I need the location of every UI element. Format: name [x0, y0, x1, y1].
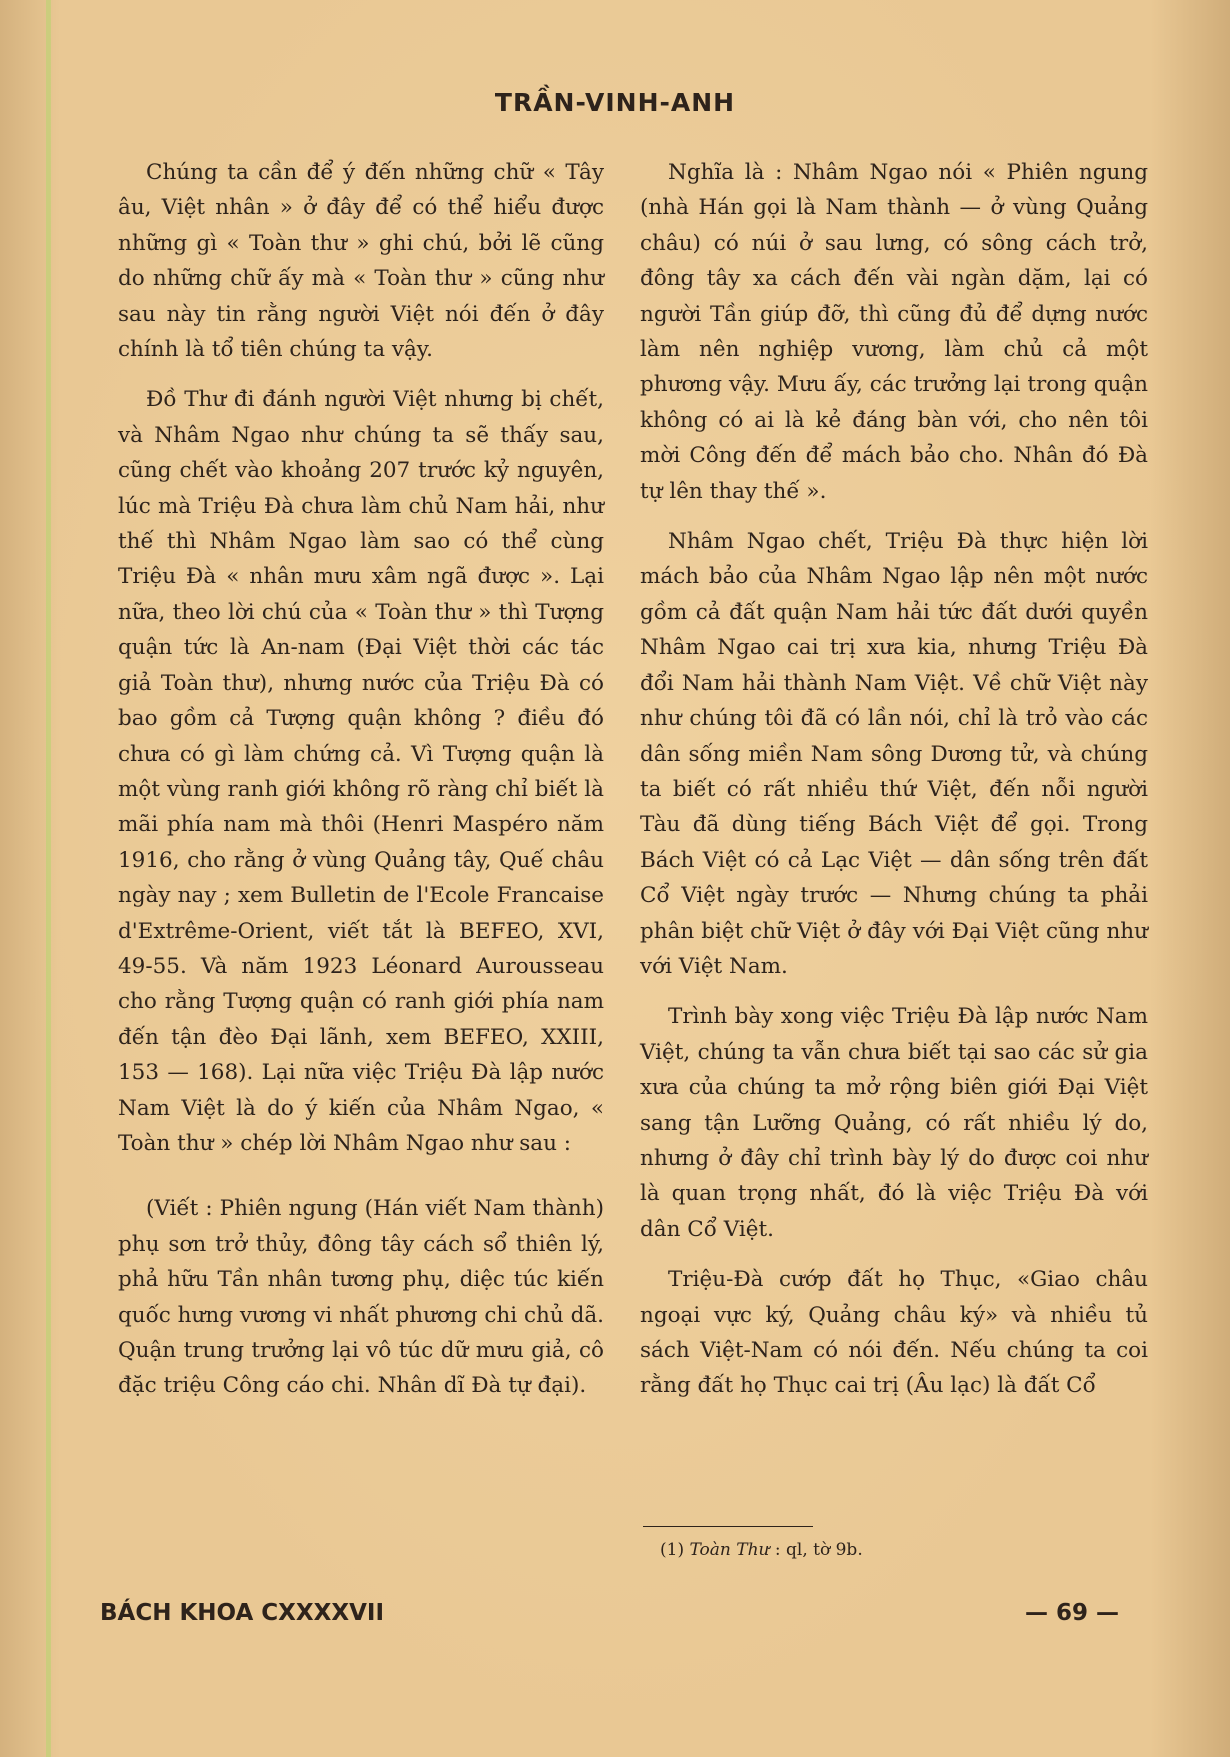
- footnote-divider: [643, 1526, 813, 1527]
- footnote-text: : ql, tờ 9b.: [774, 1540, 863, 1560]
- paragraph: Nhâm Ngao chết, Triệu Đà thực hiện lời mách bảo của Nhâm Ngao lập nên một nước gồm cả đất quận Nam hải tức đất dưới quyền Nhâm Ngao cai trị xưa kia, nhưng Triệu Đà đổi Nam hải thành Nam Việt. Về chữ Việt này như chúng tôi đã có lần nói, chỉ là trỏ vào các dân sống miền Nam sông Dương tử, và chúng ta biết có rất nhiều thứ Việt, đến nỗi người Tàu đã dùng tiếng Bách Việt để gọi. Trong Bách Việt có cả Lạc Việt — dân sống trên đất Cổ Việt ngày trước — Nhưng chúng ta phải phân biệt chữ Việt ở đây với Đại Việt cũng như với Việt Nam.: [640, 529, 1148, 979]
- paragraph: Triệu-Đà cướp đất họ Thục, «Giao châu ngoại vực ký, Quảng châu ký» và nhiều tủ sách Việt-Nam có nói đến. Nếu chúng ta coi rằng đất họ Thục cai trị (Âu lạc) là đất Cổ: [640, 1267, 1148, 1399]
- publication-name: BÁCH KHOA CXXXXVII: [100, 1600, 385, 1626]
- page-number: — 69 —: [1025, 1600, 1120, 1626]
- footnote-source: Toàn Thư: [689, 1540, 770, 1560]
- paragraph: Đồ Thư đi đánh người Việt nhưng bị chết, và Nhâm Ngao như chúng ta sẽ thấy sau, cũng chết vào khoảng 207 trước kỷ nguyên, lúc mà Triệu Đà chưa làm chủ Nam hải, như thế thì Nhâm Ngao làm sao có thể cùng Triệu Đà « nhân mưu xâm ngã được ». Lại nữa, theo lời chú của « Toàn thư » thì Tượng quận tức là An-nam (Đại Việt thời các tác giả Toàn thư), nhưng nước của Triệu Đà có bao gồm cả Tượng quận không ? điều đó chưa có gì làm chứng cả. Vì Tượng quận là một vùng ranh giới không rõ ràng chỉ biết là mãi phía nam mà thôi (Henri Maspéro năm 1916, cho rằng ở vùng Quảng tây, Quế châu ngày nay ; xem Bulletin de l'Ecole Francaise d'Extrême-Orient, viết tắt là BEFEO, XVI, 49-55. Và năm 1923 Léonard Aurousseau cho rằng Tượng quận có ranh giới phía nam đến tận đèo Đại lãnh, xem BEFEO, XXIII, 153 — 168). Lại nữa việc Triệu Đà lập nước Nam Việt là do ý kiến của Nhâm Ngao, « Toàn thư » chép lời Nhâm Ngao như sau :: [118, 387, 604, 1156]
- paragraph: Nghĩa là : Nhâm Ngao nói « Phiên ngung (nhà Hán gọi là Nam thành — ở vùng Quảng châu) có núi ở sau lưng, có sông cách trở, đông tây xa cách đến vài ngàn dặm, lại có người Tần giúp đỡ, thì cũng đủ để dựng nước làm nên nghiệp vương, làm chủ cả một phương vậy. Mưu ấy, các trưởng lại trong quận không có ai là kẻ đáng bàn với, cho nên tôi mời Công đến để mách bảo cho. Nhân đó Đà tự lên thay thế ».: [640, 160, 1148, 504]
- paragraph: Chúng ta cần để ý đến những chữ « Tây âu, Việt nhân » ở đây để có thể hiểu được những gì « Toàn thư » ghi chú, bởi lẽ cũng do những chữ ấy mà « Toàn thư » cũng như sau này tin rằng người Việt nói đến ở đây chính là tổ tiên chúng ta vậy.: [118, 160, 604, 363]
- footnote-marker: (1): [660, 1540, 685, 1560]
- paragraph: Trình bày xong việc Triệu Đà lập nước Nam Việt, chúng ta vẫn chưa biết tại sao các sử gia xưa của chúng ta mở rộng biên giới Đại Việt sang tận Lưỡng Quảng, có rất nhiều lý do, nhưng ở đây chỉ trình bày lý do được coi như là quan trọng nhất, đó là việc Triệu Đà với dân Cổ Việt.: [640, 1004, 1148, 1242]
- page-edge-stain: [46, 0, 51, 1757]
- footnote: [660, 1540, 863, 1560]
- left-column: [118, 155, 604, 1419]
- paragraph: (Viết : Phiên ngung (Hán viết Nam thành) phụ sơn trở thủy, đông tây cách sổ thiên lý, phả hữu Tần nhân tương phụ, diệc túc kiến quốc hưng vương vi nhất phương chi chủ dã. Quận trung trưởng lại vô túc dữ mưu giả, cô đặc triệu Công cáo chi. Nhân dĩ Đà tự đại).: [118, 1196, 604, 1399]
- right-column: [640, 155, 1148, 1419]
- page-header-author: TRẦN-VINH-ANH: [494, 88, 736, 117]
